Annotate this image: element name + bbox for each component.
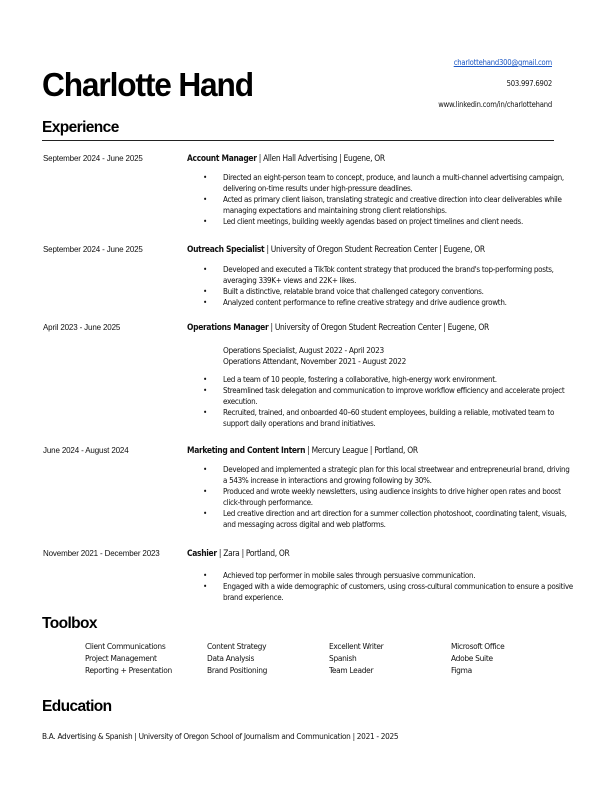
email-link[interactable]: charlottehand300@gmail.com [453, 58, 552, 67]
job-dates: September 2024 - June 2025 [43, 245, 143, 254]
job-dates: November 2021 - December 2023 [43, 549, 160, 558]
job-title: Cashier [187, 548, 217, 558]
sub-role: Operations Specialist, August 2022 - April 2023 [223, 345, 384, 355]
resume-name: Charlotte Hand [42, 66, 253, 103]
toolbox-heading: Toolbox [42, 615, 97, 632]
job-bullet: • Acted as primary client liaison, translating strategic and creative direction into clear deliverables while managing expectations and maintaining strong client relationships. [223, 195, 573, 217]
job-dates: April 2023 - June 2025 [43, 323, 121, 332]
toolbox-column [207, 640, 267, 676]
skill-item: Data Analysis [207, 653, 255, 663]
skill-item: Project Management [85, 653, 157, 663]
job-bullet: • Streamlined task delegation and communication to improve workflow efficiency and accelerate project execution. [223, 386, 573, 408]
job-title: Outreach Specialist [187, 244, 265, 254]
skill-item: Adobe Suite [451, 653, 493, 663]
skill-item: Microsoft Office [451, 641, 505, 651]
experience-heading: Experience [42, 119, 119, 136]
skill-item: Excellent Writer [329, 641, 384, 651]
job-bullets [203, 265, 573, 309]
job-title-line [187, 244, 485, 254]
linkedin-url: www.linkedin.com/in/charlottehand [438, 100, 552, 109]
sub-role: Operations Attendant, November 2021 - August 2022 [223, 356, 407, 366]
job-bullet: • Engaged with a wide demographic of customers, using cross-cultural communication to ensure a positive brand experience. [223, 582, 573, 604]
job-bullet: • Led a team of 10 people, fostering a collaborative, high-energy work environment. [223, 375, 573, 386]
skill-item: Figma [451, 665, 472, 675]
section-divider [42, 140, 554, 141]
skill-item: Team Leader [329, 665, 374, 675]
job-org: | Zara | Portland, OR [216, 548, 290, 558]
job-bullet: • Achieved top performer in mobile sales through persuasive communication. [223, 571, 573, 582]
job-title: Marketing and Content Intern [187, 445, 306, 455]
job-bullet: • Directed an eight-person team to concept, produce, and launch a multi-channel advertising campaign, delivering on-time results under high-pressure deadlines. [223, 173, 573, 195]
education-heading: Education [42, 698, 112, 715]
skill-item: Content Strategy [207, 641, 267, 651]
job-org: | University of Oregon Student Recreation Center | Eugene, OR [264, 244, 485, 254]
job-bullet: • Analyzed content performance to refine creative strategy and drive audience growth. [223, 298, 573, 309]
job-title-line [187, 445, 418, 455]
toolbox-column [451, 640, 504, 676]
job-bullet: • Developed and executed a TikTok content strategy that produced the brand's top-performing posts, averaging 339K+ views and 22K+ likes. [223, 265, 573, 287]
job-bullets [203, 173, 573, 228]
skill-item: Spanish [329, 653, 357, 663]
job-org: | Allen Hall Advertising | Eugene, OR [256, 153, 385, 163]
skill-item: Reporting + Presentation [85, 665, 172, 675]
education-line: B.A. Advertising & Spanish | University of Oregon School of Journalism and Communication | 2021 - 2025 [42, 731, 399, 741]
job-title-line [187, 153, 385, 163]
job-org: | Mercury League | Portland, OR [305, 445, 418, 455]
job-title: Account Manager [187, 153, 257, 163]
job-bullets [203, 571, 573, 604]
job-bullets [203, 465, 573, 530]
toolbox-column [329, 640, 383, 676]
job-bullet: • Produced and wrote weekly newsletters, using audience insights to drive higher open rates and boost click-through performance. [223, 487, 573, 509]
job-title: Operations Manager [187, 322, 269, 332]
job-org: | University of Oregon Student Recreation Center | Eugene, OR [268, 322, 489, 332]
skill-item: Brand Positioning [207, 665, 268, 675]
job-bullet: • Led creative direction and art direction for a summer collection photoshoot, coordinating talent, visuals, and messaging across digital and web platforms. [223, 509, 573, 531]
job-bullet: • Recruited, trained, and onboarded 40–60 student employees, building a reliable, motivated team to support daily operations and brand initiatives. [223, 408, 573, 430]
phone-number: 503.997.6902 [506, 79, 552, 88]
job-bullets [203, 375, 573, 430]
job-dates: June 2024 - August 2024 [43, 446, 129, 455]
job-bullet: • Built a distinctive, relatable brand voice that challenged category conventions. [223, 287, 573, 298]
job-bullet: • Developed and implemented a strategic plan for this local streetwear and entrepreneurial brand, driving a 543% increase in interactions and growing following by 30%. [223, 465, 573, 487]
job-bullet: • Led client meetings, building weekly agendas based on project timelines and client needs. [223, 217, 573, 228]
toolbox-column [85, 640, 172, 676]
job-dates: September 2024 - June 2025 [43, 154, 143, 163]
job-title-line [187, 322, 489, 332]
job-title-line [187, 548, 289, 558]
skill-item: Client Communications [85, 641, 166, 651]
